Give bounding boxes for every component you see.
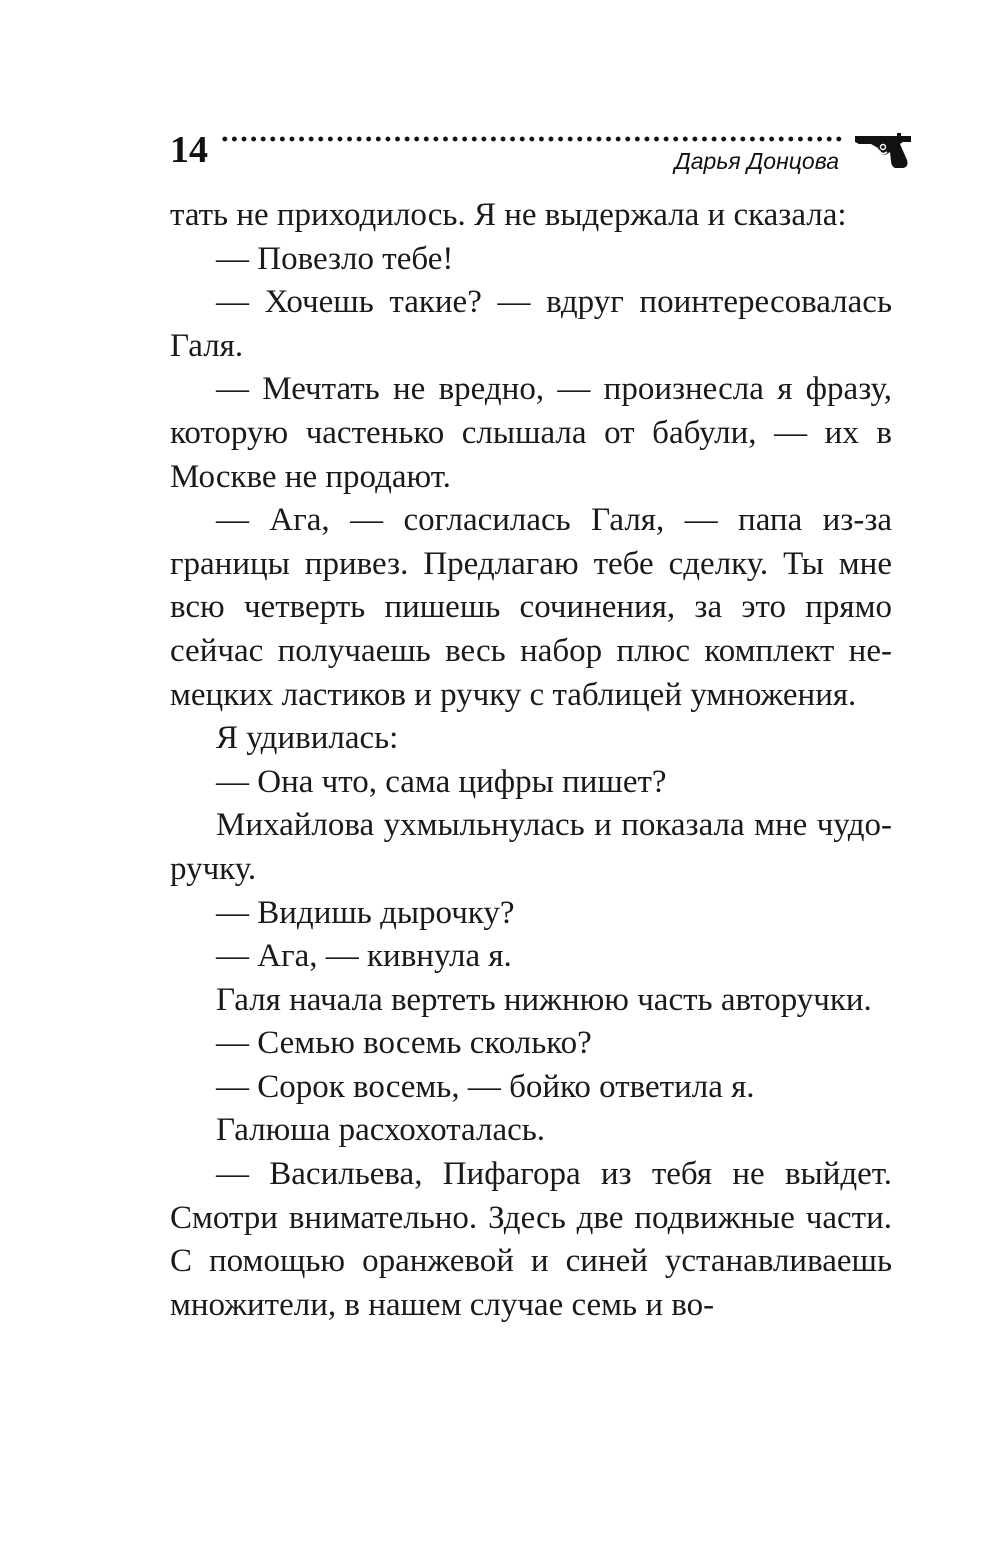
paragraph: — Сорок восемь, — бойко ответила я. bbox=[216, 1068, 755, 1105]
paragraph: Я удивилась: bbox=[216, 720, 399, 757]
paragraph: — Ага, — кивнула я. bbox=[216, 938, 512, 975]
body-text bbox=[170, 194, 892, 1327]
page-number: 14 bbox=[170, 129, 208, 171]
page-header bbox=[170, 128, 915, 188]
dotted-rule bbox=[220, 136, 845, 142]
paragraph: Галюша расхохоталась. bbox=[216, 1112, 546, 1149]
revolver-icon bbox=[853, 130, 915, 170]
paragraph: — Повезло тебе! bbox=[216, 240, 454, 277]
paragraph: — Мечтать не вредно, — произнесла я фразу, которую частенько слышала от бабули, — их в Москве не продают. bbox=[170, 371, 892, 495]
paragraph: тать не приходилось. Я не выдержала и сказала: bbox=[170, 197, 847, 233]
paragraph: — Семью восемь сколько? bbox=[216, 1025, 592, 1062]
paragraph: — Хочешь такие? — вдруг поинтересовалась Галя. bbox=[170, 284, 892, 364]
paragraph: — Ага, — согласилась Галя, — папа из-за границы привез. Предлагаю тебе сделку. Ты мне всю четверть пишешь сочинения, за это прямо сейчас получаешь весь набор плюс комплект немецких ластиков и ручку с таблицей умножения. bbox=[170, 502, 892, 713]
paragraph: Михайлова ухмыльнулась и показала мне чудо-ручку. bbox=[170, 807, 892, 887]
paragraph: — Она что, сама цифры пишет? bbox=[216, 763, 667, 800]
paragraph: — Видишь дырочку? bbox=[216, 894, 515, 931]
paragraph: — Васильева, Пифагора из тебя не выйдет. Смотри внимательно. Здесь две подвижные части. С помощью оранжевой и синей устанавливаешь множители, в нашем случае семь и во- bbox=[170, 1156, 892, 1323]
running-title-author: Дарья Донцова bbox=[674, 148, 839, 174]
paragraph: Галя начала вертеть нижнюю часть авторучки. bbox=[216, 981, 872, 1018]
